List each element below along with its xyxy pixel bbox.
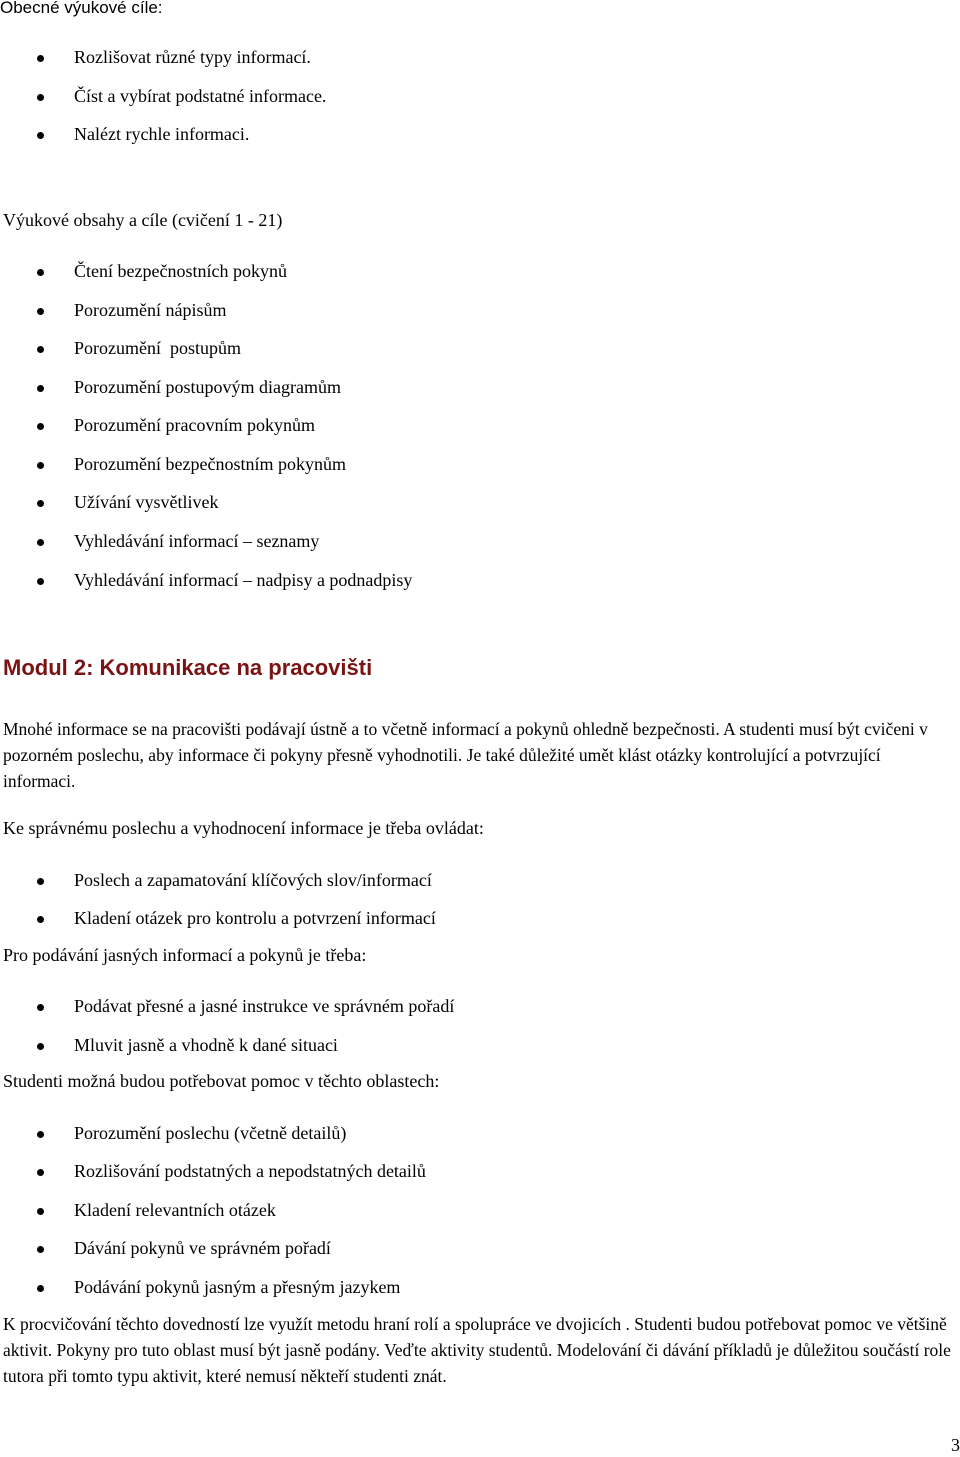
bullet-icon <box>37 1246 44 1253</box>
list-item: Číst a vybírat podstatné informace. <box>74 86 327 106</box>
bullet-icon <box>37 423 44 430</box>
bullet-icon <box>37 132 44 139</box>
closing-paragraph: K procvičování těchto dovedností lze využít metodu hraní rolí a spolupráce ve dvojicích . Studenti budou potřebovat pomoc ve většině aktivit. Pokyny pro tuto oblast musí být jasně podány. Veďte aktivity studentů. Modelování či dávání příkladů je důležitou součástí role tutora při tomto typu aktivit, které nemusí někteří studenti znát. <box>3 1314 951 1386</box>
list-item: Čtení bezpečnostních pokynů <box>74 261 287 281</box>
bullet-icon <box>37 916 44 923</box>
content-goals-heading: Výukové obsahy a cíle (cvičení 1 - 21) <box>3 210 283 230</box>
list-item: Porozumění pracovním pokynům <box>74 415 315 435</box>
bullet-icon <box>37 1131 44 1138</box>
general-goals-heading: Obecné výukové cíle: <box>0 0 163 17</box>
bullet-icon <box>37 878 44 885</box>
bullet-icon <box>37 346 44 353</box>
bullet-icon <box>37 500 44 507</box>
list-item: Porozumění bezpečnostním pokynům <box>74 454 346 474</box>
list-item: Podávat přesné a jasné instrukce ve správném pořadí <box>74 996 455 1016</box>
bullet-icon <box>37 308 44 315</box>
list-item: Porozumění postupům <box>74 338 241 358</box>
bullet-icon <box>37 94 44 101</box>
list-item: Vyhledávání informací – seznamy <box>74 531 320 551</box>
list-item: Rozlišovat různé typy informací. <box>74 47 311 67</box>
module-intro-paragraph: Mnohé informace se na pracovišti podávají ústně a to včetně informací a pokynů ohledně bezpečnosti. A studenti musí být cvičeni v pozorném poslechu, aby informace či pokyny přesně vyhodnotili. Je také důležité umět klást otázky kontrolující a potvrzující informaci. <box>3 719 928 791</box>
list-item: Vyhledávání informací – nadpisy a podnadpisy <box>74 570 413 590</box>
bullet-icon <box>37 1043 44 1050</box>
list-item: Mluvit jasně a vhodně k dané situaci <box>74 1035 338 1055</box>
list-item: Kladení otázek pro kontrolu a potvrzení informací <box>74 908 436 928</box>
module-heading: Modul 2: Komunikace na pracovišti <box>3 655 373 680</box>
bullet-icon <box>37 385 44 392</box>
list-item: Porozumění postupovým diagramům <box>74 377 341 397</box>
bullet-icon <box>37 462 44 469</box>
bullet-icon <box>37 1285 44 1292</box>
bullet-icon <box>37 55 44 62</box>
list-item: Porozumění poslechu (včetně detailů) <box>74 1123 347 1143</box>
page-number: 3 <box>951 1435 960 1455</box>
list-item: Užívání vysvětlivek <box>74 492 219 512</box>
help-intro: Studenti možná budou potřebovat pomoc v těchto oblastech: <box>3 1071 440 1091</box>
list-item: Nalézt rychle informaci. <box>74 124 250 144</box>
bullet-icon <box>37 1004 44 1011</box>
list-item: Rozlišování podstatných a nepodstatných detailů <box>74 1161 426 1181</box>
bullet-icon <box>37 1208 44 1215</box>
bullet-icon <box>37 269 44 276</box>
bullet-icon <box>37 539 44 546</box>
list-item: Poslech a zapamatování klíčových slov/informací <box>74 870 432 890</box>
list-item: Dávání pokynů ve správném pořadí <box>74 1238 331 1258</box>
giving-intro: Pro podávání jasných informací a pokynů je třeba: <box>3 945 367 965</box>
bullet-icon <box>37 1169 44 1176</box>
list-item: Podávání pokynů jasným a přesným jazykem <box>74 1277 401 1297</box>
list-item: Kladení relevantních otázek <box>74 1200 276 1220</box>
bullet-icon <box>37 578 44 585</box>
list-item: Porozumění nápisům <box>74 300 227 320</box>
listening-intro: Ke správnému poslechu a vyhodnocení informace je třeba ovládat: <box>3 818 484 838</box>
